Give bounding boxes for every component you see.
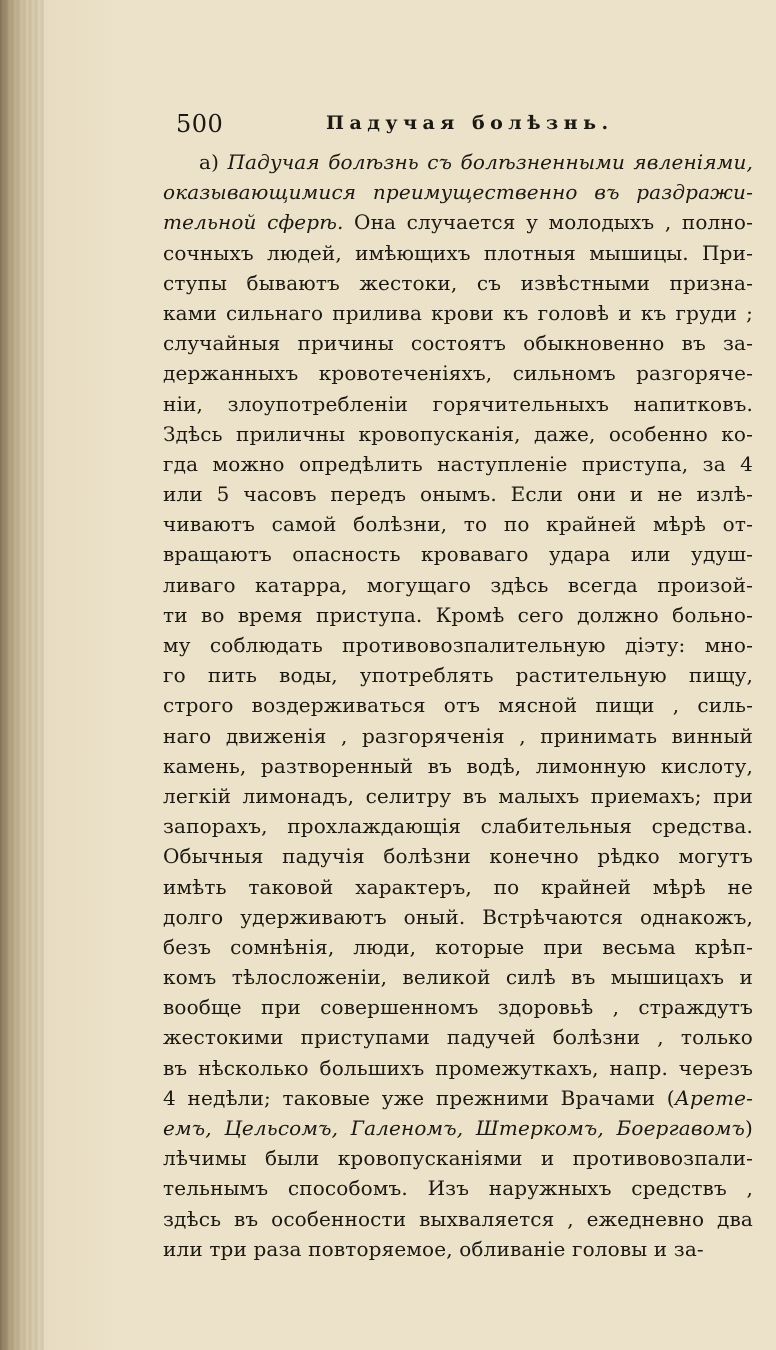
- book-binding-edge: [0, 0, 44, 1350]
- text-segment: му соблюдать противовозпалительную діэту: мно-: [163, 633, 753, 657]
- text-line: [163, 781, 753, 811]
- page-header: [176, 110, 750, 144]
- text-line: [163, 177, 753, 207]
- text-segment: чиваютъ самой болѣзни, то по крайней мѣрѣ от-: [163, 512, 753, 537]
- text-segment: лѣчимы были кровопусканіями и противовозпали-: [163, 1146, 753, 1171]
- text-line: [163, 872, 753, 902]
- text-line: [163, 721, 753, 751]
- text-line: [163, 479, 753, 509]
- text-line: [163, 298, 753, 328]
- text-line: [163, 1113, 753, 1143]
- text-segment: вообще при совершенномъ здоровьѣ , страждутъ: [163, 995, 753, 1020]
- text-segment: ливаго катарра, могущаго здѣсь всегда произой-: [163, 572, 753, 597]
- text-line: [163, 992, 753, 1022]
- text-segment: въ нѣсколько большихъ промежуткахъ, напр. черезъ: [163, 1055, 753, 1080]
- text-line: [163, 1083, 753, 1113]
- text-line: [163, 811, 753, 841]
- text-line: [163, 147, 753, 177]
- text-segment: или три раза повторяемое, обливаніе головы и за-: [163, 1236, 704, 1261]
- italic-text: тельной сферѣ.: [163, 210, 344, 235]
- text-segment: гда можно опредѣлить наступленіе приступа, за 4: [163, 451, 753, 476]
- text-line: [163, 1234, 753, 1264]
- italic-text: оказывающимися преимущественно въ раздражи-: [163, 180, 753, 205]
- text-segment: строго воздерживаться отъ мясной пищи , силь-: [163, 693, 753, 718]
- text-line: [163, 1143, 753, 1173]
- text-segment: Обычныя падучія болѣзни конечно рѣдко могутъ: [163, 844, 753, 869]
- text-segment: Она случается у молодыхъ , полно-: [343, 210, 753, 235]
- italic-text: Падучая болѣзнь съ болѣзненными явленіями,: [227, 150, 753, 174]
- text-line: [163, 358, 753, 388]
- text-segment: го пить воды, употреблять растительную пищу,: [163, 663, 753, 688]
- text-segment: камень, разтворенный въ водѣ, лимонную кислоту,: [163, 753, 753, 778]
- text-line: [163, 419, 753, 449]
- italic-text: емъ, Цельсомъ, Галеномъ, Штеркомъ, Боергавомъ: [163, 1116, 746, 1140]
- text-line: [163, 630, 753, 660]
- text-line: [163, 449, 753, 479]
- text-line: [163, 1053, 753, 1083]
- text-line: [163, 509, 753, 539]
- text-line: [163, 841, 753, 871]
- text-segment: ками сильнаго прилива крови къ головѣ и къ груди ;: [163, 300, 753, 325]
- text-line: [163, 1173, 753, 1203]
- text-segment: легкій лимонадъ, селитру въ малыхъ приемахъ; при: [163, 783, 753, 808]
- text-line: [163, 207, 753, 237]
- text-segment: 4 недѣли; таковые уже прежними Врачами (: [163, 1085, 675, 1110]
- text-segment: ступы бываютъ жестоки, съ извѣстными призна-: [163, 270, 753, 295]
- text-segment: жестокими приступами падучей болѣзни , только: [163, 1025, 753, 1050]
- text-segment: вращаютъ опасность кроваваго удара или удуш-: [163, 542, 753, 567]
- text-segment: здѣсь въ особенности выхваляется , ежедневно два: [163, 1206, 753, 1231]
- text-line: [163, 268, 753, 298]
- text-segment: или 5 часовъ передъ онымъ. Если они и не излѣ-: [163, 482, 753, 507]
- text-segment: имѣть таковой характеръ, по крайней мѣрѣ не: [163, 874, 753, 899]
- text-segment: случайныя причины состоятъ обыкновенно въ за-: [163, 331, 753, 356]
- text-line: [163, 932, 753, 962]
- text-line: [163, 1204, 753, 1234]
- text-line: [163, 570, 753, 600]
- text-line: [163, 902, 753, 932]
- body-text: [163, 147, 753, 1264]
- text-segment: ти во время приступа. Кромѣ сего должно больно-: [163, 602, 753, 627]
- text-segment: тельнымъ способомъ. Изъ наружныхъ средствъ ,: [163, 1176, 753, 1201]
- italic-text: Арете-: [674, 1085, 753, 1110]
- text-line: [163, 600, 753, 630]
- text-segment: запорахъ, прохлаждающія слабительныя средства.: [163, 814, 753, 839]
- running-head: Падучая болѣзнь.: [326, 112, 614, 134]
- text-segment: держанныхъ кровотеченіяхъ, сильномъ разгоряче-: [163, 361, 753, 386]
- text-segment: наго движенія , разгоряченія , принимать винный: [163, 723, 753, 748]
- text-segment: сочныхъ людей, имѣющихъ плотныя мышицы. При-: [163, 240, 753, 265]
- text-segment: безъ сомнѣнія, люди, которые при весьма крѣп-: [163, 934, 753, 959]
- text-segment: ): [745, 1116, 753, 1140]
- text-segment: а): [199, 150, 228, 174]
- text-line: [163, 962, 753, 992]
- text-line: [163, 690, 753, 720]
- text-line: [163, 389, 753, 419]
- text-segment: Здѣсь приличны кровопусканія, даже, особенно ко-: [163, 421, 753, 446]
- text-segment: долго удерживаютъ оный. Встрѣчаются однакожъ,: [163, 904, 753, 929]
- text-line: [163, 238, 753, 268]
- text-line: [163, 660, 753, 690]
- text-line: [163, 539, 753, 569]
- text-line: [163, 751, 753, 781]
- text-line: [163, 1022, 753, 1052]
- text-line: [163, 328, 753, 358]
- text-segment: комъ тѣлосложеніи, великой силѣ въ мышицахъ и: [163, 965, 753, 990]
- text-segment: ніи, злоупотребленіи горячительныхъ напитковъ.: [163, 391, 753, 416]
- page-number: 500: [176, 110, 224, 138]
